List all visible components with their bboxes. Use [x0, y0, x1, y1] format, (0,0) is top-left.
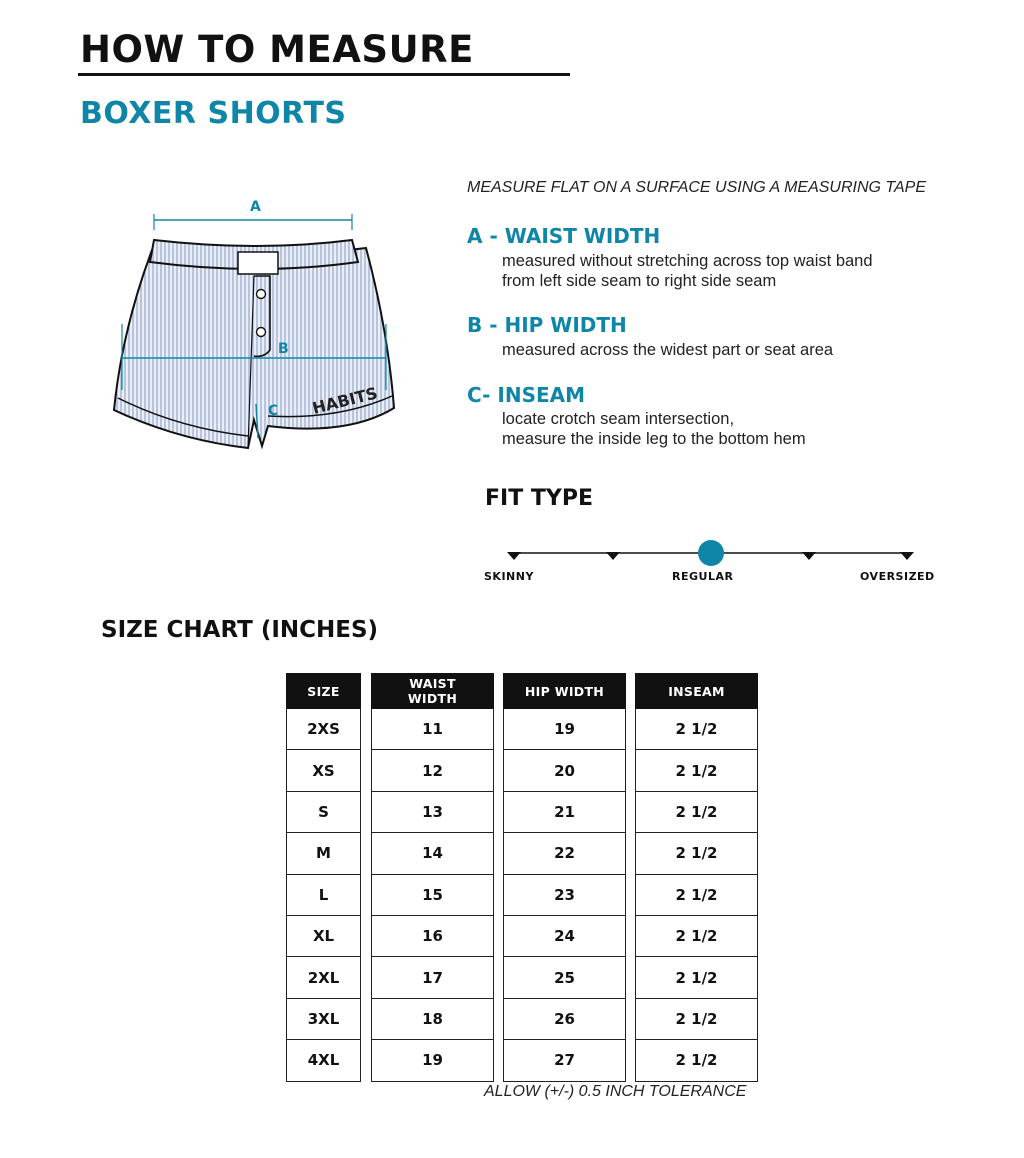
fit-marker-4: [802, 552, 816, 560]
label-a: A: [250, 199, 261, 215]
waist-width-column: [371, 673, 494, 1082]
table-cell: 13: [371, 792, 494, 833]
fit-label-oversized: OVERSIZED: [860, 570, 935, 583]
desc-line: measured across the widest part or seat area: [502, 341, 834, 359]
table-cell: 18: [371, 999, 494, 1040]
measure-instruction: MEASURE FLAT ON A SURFACE USING A MEASURING TAPE: [467, 179, 927, 196]
desc-line: locate crotch seam intersection,: [502, 410, 735, 428]
table-cell: 27: [503, 1040, 626, 1081]
table-cell: 2 1/2: [635, 792, 758, 833]
waist-width-heading: A - WAIST WIDTH: [467, 224, 661, 248]
table-cell: 16: [371, 916, 494, 957]
table-cell: S: [286, 792, 361, 833]
table-cell: 24: [503, 916, 626, 957]
hip-width-heading: B - HIP WIDTH: [467, 313, 627, 337]
fit-label-skinny: SKINNY: [484, 570, 534, 583]
header-waist-width: WAIST WIDTH: [371, 673, 494, 709]
inseam-column: [635, 673, 758, 1082]
page-title: HOW TO MEASURE: [80, 28, 474, 71]
table-cell: 25: [503, 957, 626, 998]
fit-marker-oversized: [900, 552, 914, 560]
table-cell: 14: [371, 833, 494, 874]
table-cell: 3XL: [286, 999, 361, 1040]
hip-width-desc: [502, 340, 833, 360]
table-cell: 22: [503, 833, 626, 874]
fit-marker-skinny: [507, 552, 521, 560]
table-cell: 4XL: [286, 1040, 361, 1081]
fit-type-scale: [480, 536, 920, 568]
table-cell: 15: [371, 875, 494, 916]
boxer-shorts-diagram: [108, 190, 408, 455]
size-column: [286, 673, 361, 1082]
table-cell: 2 1/2: [635, 999, 758, 1040]
label-c: C: [268, 403, 279, 419]
table-cell: 11: [371, 709, 494, 750]
header-size: SIZE: [286, 673, 361, 709]
title-underline: [78, 73, 570, 76]
table-cell: 2 1/2: [635, 709, 758, 750]
fit-indicator-regular: [698, 540, 724, 566]
page-subtitle: BOXER SHORTS: [80, 96, 347, 131]
fit-marker-2: [606, 552, 620, 560]
table-cell: 2 1/2: [635, 833, 758, 874]
header-inseam: INSEAM: [635, 673, 758, 709]
table-cell: 2XS: [286, 709, 361, 750]
table-cell: 21: [503, 792, 626, 833]
tolerance-note: ALLOW (+/-) 0.5 INCH TOLERANCE: [484, 1083, 747, 1100]
desc-line: measured without stretching across top waist band: [502, 252, 873, 270]
table-cell: 17: [371, 957, 494, 998]
table-cell: 19: [371, 1040, 494, 1081]
table-cell: 2XL: [286, 957, 361, 998]
table-cell: 2 1/2: [635, 750, 758, 791]
table-cell: XS: [286, 750, 361, 791]
size-chart-title: SIZE CHART (INCHES): [101, 617, 379, 643]
table-cell: 12: [371, 750, 494, 791]
table-cell: 2 1/2: [635, 875, 758, 916]
table-cell: 2 1/2: [635, 957, 758, 998]
inseam-heading: C- INSEAM: [467, 383, 586, 407]
table-cell: XL: [286, 916, 361, 957]
table-cell: 26: [503, 999, 626, 1040]
table-cell: M: [286, 833, 361, 874]
desc-line: from left side seam to right side seam: [502, 272, 777, 290]
fit-type-title: FIT TYPE: [485, 486, 593, 511]
table-cell: 2 1/2: [635, 916, 758, 957]
table-cell: 2 1/2: [635, 1040, 758, 1081]
inseam-desc: [502, 409, 806, 449]
table-cell: 23: [503, 875, 626, 916]
table-cell: 20: [503, 750, 626, 791]
table-cell: 19: [503, 709, 626, 750]
waist-width-desc: [502, 251, 873, 291]
fit-label-regular: REGULAR: [672, 570, 734, 583]
header-hip-width: HIP WIDTH: [503, 673, 626, 709]
hip-width-column: [503, 673, 626, 1082]
label-b: B: [278, 341, 289, 357]
brand-logo: HABITS: [310, 383, 380, 418]
table-cell: L: [286, 875, 361, 916]
desc-line: measure the inside leg to the bottom hem: [502, 430, 806, 448]
